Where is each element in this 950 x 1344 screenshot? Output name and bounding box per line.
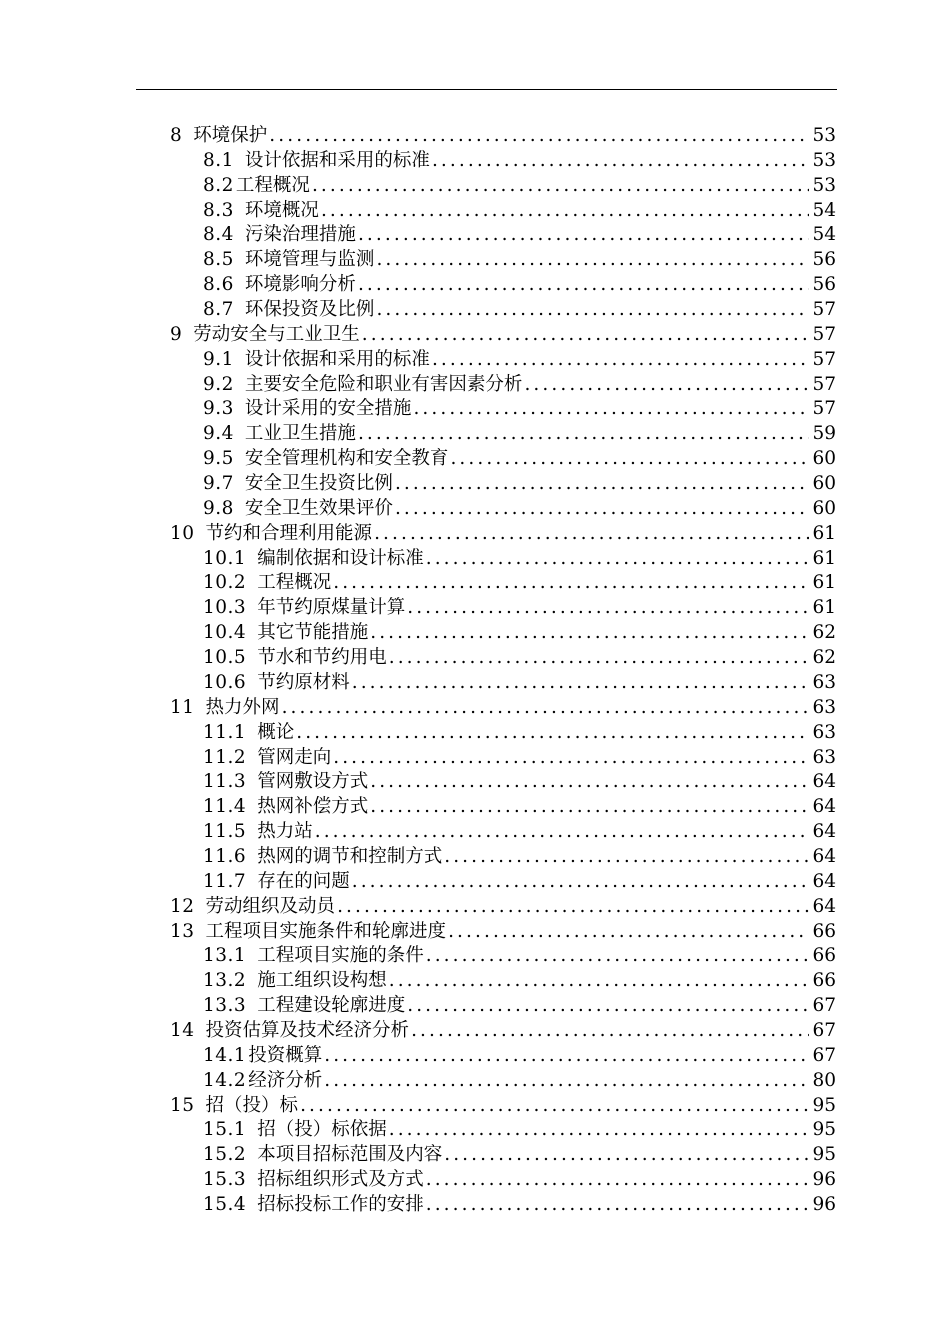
toc-entry-title: 热力外网 — [205, 696, 280, 718]
toc-entry-page: 62 — [812, 647, 836, 669]
toc-entry-title: 设计依据和采用的标准 — [244, 348, 430, 370]
toc-entry-number: 13.2 — [203, 970, 247, 992]
toc-entry[interactable] — [203, 447, 836, 471]
toc-entry-title: 安全卫生投资比例 — [244, 473, 393, 495]
toc-dot-leader — [395, 472, 810, 496]
toc-entry-page: 57 — [812, 348, 836, 370]
toc-entry-number: 8.4 — [203, 224, 234, 246]
toc-entry-number: 15.2 — [203, 1144, 247, 1166]
toc-entry-title: 热力站 — [257, 821, 313, 843]
toc-entry[interactable] — [203, 870, 836, 894]
toc-entry[interactable] — [203, 248, 836, 272]
toc-dot-leader — [358, 273, 810, 297]
toc-dot-leader — [426, 547, 810, 571]
toc-entry-number: 15.3 — [203, 1169, 247, 1191]
toc-entry[interactable] — [203, 273, 836, 297]
toc-entry-page: 67 — [812, 1019, 836, 1041]
toc-dot-leader — [374, 522, 809, 546]
toc-entry-number: 9.2 — [203, 373, 234, 395]
toc-entry-number: 9.5 — [203, 448, 234, 470]
toc-entry-title: 工程建设轮廓进度 — [257, 995, 406, 1017]
toc-dot-leader — [370, 770, 809, 794]
toc-dot-leader — [333, 746, 809, 770]
toc-entry-number: 11.6 — [203, 845, 247, 867]
toc-entry-title: 管网敷设方式 — [257, 771, 369, 793]
toc-entry[interactable] — [203, 199, 836, 223]
toc-entry[interactable] — [203, 746, 836, 770]
toc-entry[interactable] — [170, 895, 836, 919]
toc-dot-leader — [315, 820, 810, 844]
toc-dot-leader — [282, 696, 810, 720]
toc-entry-number: 9.1 — [203, 348, 234, 370]
toc-entry-page: 95 — [812, 1119, 836, 1141]
toc-dot-leader — [389, 1118, 810, 1142]
toc-entry-page: 64 — [812, 895, 836, 917]
toc-entry-title: 主要安全危险和职业有害因素分析 — [244, 373, 523, 395]
toc-entry[interactable] — [203, 547, 836, 571]
toc-entry-page: 96 — [812, 1193, 836, 1215]
toc-entry-number: 11.7 — [203, 870, 247, 892]
header-rule — [136, 89, 837, 90]
toc-entry-title: 施工组织设构想 — [257, 970, 387, 992]
toc-entry-page: 63 — [812, 721, 836, 743]
toc-entry-title: 节约原材料 — [257, 671, 350, 693]
toc-entry[interactable] — [203, 174, 836, 198]
toc-entry[interactable] — [203, 646, 836, 670]
toc-entry-title: 环境概况 — [244, 199, 319, 221]
toc-dot-leader — [358, 422, 810, 446]
toc-entry-number: 9 — [170, 323, 183, 345]
toc-entry-number: 9.8 — [203, 497, 234, 519]
toc-entry[interactable] — [203, 969, 836, 993]
toc-entry-title: 劳动安全与工业卫生 — [193, 323, 360, 345]
toc-entry-number: 8.7 — [203, 299, 234, 321]
toc-entry-page: 54 — [812, 224, 836, 246]
toc-entry-title: 其它节能措施 — [257, 622, 369, 644]
toc-entry-number: 8.2 — [203, 174, 234, 196]
toc-entry[interactable] — [203, 397, 836, 421]
toc-entry-title: 工程项目实施的条件 — [257, 945, 424, 967]
toc-entry-page: 66 — [812, 920, 836, 942]
toc-entry-title: 劳动组织及动员 — [205, 895, 336, 917]
toc-entry[interactable] — [203, 497, 836, 521]
toc-entry[interactable] — [203, 422, 836, 446]
toc-entry-title: 管网走向 — [257, 746, 332, 768]
toc-entry-title: 招标组织形式及方式 — [257, 1169, 424, 1191]
toc-entry-title: 热网补偿方式 — [257, 796, 369, 818]
toc-entry-number: 8 — [170, 125, 183, 146]
toc-entry-page: 64 — [812, 870, 836, 892]
toc-dot-leader — [389, 969, 810, 993]
toc-entry-title: 工程概况 — [257, 572, 332, 594]
toc-dot-leader — [524, 373, 809, 397]
toc-entry-title: 投资概算 — [248, 1044, 323, 1066]
toc-entry[interactable] — [170, 323, 836, 347]
toc-entry-number: 11.5 — [203, 821, 247, 843]
toc-entry-number: 10.2 — [203, 572, 247, 594]
toc-entry[interactable] — [203, 721, 836, 745]
toc-dot-leader — [411, 1019, 809, 1043]
toc-entry[interactable] — [203, 472, 836, 496]
toc-entry[interactable] — [203, 596, 836, 620]
toc-dot-leader — [352, 671, 810, 695]
toc-entry-number: 14.1 — [203, 1044, 247, 1066]
toc-entry[interactable] — [203, 820, 836, 844]
toc-entry-number: 9.7 — [203, 473, 234, 495]
toc-entry-title: 环境保护 — [193, 125, 268, 146]
toc-dot-leader — [426, 1168, 810, 1192]
toc-entry[interactable] — [203, 770, 836, 794]
toc-dot-leader — [426, 944, 810, 968]
toc-entry-title: 招（投）标依据 — [257, 1119, 387, 1141]
toc-entry-page: 96 — [812, 1169, 836, 1191]
toc-entry-title: 经济分析 — [248, 1069, 323, 1091]
toc-entry-page: 62 — [812, 622, 836, 644]
toc-dot-leader — [324, 1069, 809, 1093]
toc-entry-page: 61 — [812, 547, 836, 569]
toc-dot-leader — [296, 721, 809, 745]
toc-entry-page: 66 — [812, 945, 836, 967]
toc-entry[interactable] — [203, 944, 836, 968]
toc-entry-number: 8.3 — [203, 199, 234, 221]
toc-entry-number: 15.4 — [203, 1193, 247, 1215]
toc-entry[interactable] — [203, 1044, 836, 1068]
toc-dot-leader — [413, 397, 809, 421]
toc-entry[interactable] — [203, 1193, 836, 1217]
toc-dot-leader — [432, 149, 810, 173]
toc-entry-page: 64 — [812, 845, 836, 867]
toc-entry-title: 招（投）标 — [205, 1094, 299, 1116]
toc-entry-title: 工业卫生措施 — [244, 423, 356, 445]
toc-entry[interactable] — [203, 795, 836, 819]
toc-entry-number: 10 — [170, 522, 195, 544]
toc-entry-title: 概论 — [257, 721, 295, 743]
toc-entry-title: 年节约原煤量计算 — [257, 597, 406, 619]
toc-dot-leader — [333, 571, 809, 595]
toc-dot-leader — [269, 124, 809, 148]
toc-entry-number: 15 — [170, 1094, 195, 1116]
toc-entry[interactable] — [203, 1118, 836, 1142]
toc-entry-page: 66 — [812, 970, 836, 992]
toc-entry-title: 安全管理机构和安全教育 — [244, 448, 449, 470]
toc-entry-page: 57 — [812, 323, 836, 345]
toc-entry-title: 编制依据和设计标准 — [257, 547, 424, 569]
toc-entry[interactable] — [203, 621, 836, 645]
toc-entry-number: 8.6 — [203, 274, 234, 296]
toc-entry-title: 投资估算及技术经济分析 — [205, 1019, 410, 1041]
toc-entry-page: 60 — [812, 473, 836, 495]
toc-entry[interactable] — [170, 920, 836, 944]
toc-entry-number: 11.3 — [203, 771, 247, 793]
toc-entry-number: 9.3 — [203, 398, 234, 420]
toc-entry[interactable] — [203, 1069, 836, 1093]
toc-dot-leader — [444, 845, 809, 869]
toc-entry-title: 节约和合理利用能源 — [205, 522, 373, 544]
toc-entry-title: 污染治理措施 — [244, 224, 356, 246]
toc-dot-leader — [432, 348, 810, 372]
toc-entry-title: 安全卫生效果评价 — [244, 497, 393, 519]
toc-dot-leader — [358, 223, 810, 247]
toc-entry-page: 61 — [812, 597, 836, 619]
toc-entry-page: 57 — [812, 299, 836, 321]
toc-dot-leader — [426, 1193, 810, 1217]
toc-entry-number: 11.1 — [203, 721, 247, 743]
toc-entry[interactable] — [170, 124, 836, 148]
toc-entry-title: 环境影响分析 — [244, 274, 356, 296]
toc-dot-leader — [389, 646, 810, 670]
toc-entry-page: 64 — [812, 771, 836, 793]
toc-dot-leader — [370, 795, 809, 819]
toc-dot-leader — [370, 621, 809, 645]
toc-entry-number: 8.1 — [203, 149, 234, 171]
toc-entry-page: 63 — [812, 696, 836, 718]
toc-entry-title: 存在的问题 — [257, 870, 350, 892]
toc-entry[interactable] — [203, 1168, 836, 1192]
toc-entry-number: 13.3 — [203, 995, 247, 1017]
toc-entry[interactable] — [170, 1019, 836, 1043]
toc-entry-number: 15.1 — [203, 1119, 247, 1141]
toc-entry-number: 11.4 — [203, 796, 247, 818]
toc-entry-title: 环保投资及比例 — [244, 299, 375, 321]
toc-entry-number: 11.2 — [203, 746, 247, 768]
toc-entry[interactable] — [203, 994, 836, 1018]
toc-entry-page: 95 — [812, 1144, 836, 1166]
toc-entry-page: 67 — [812, 995, 836, 1017]
toc-entry-page: 53 — [812, 149, 836, 171]
toc-entry-title: 环境管理与监测 — [244, 249, 375, 271]
toc-entry-page: 57 — [812, 398, 836, 420]
toc-dot-leader — [337, 895, 809, 919]
toc-entry-page: 60 — [812, 497, 836, 519]
toc-dot-leader — [448, 920, 809, 944]
toc-entry-page: 61 — [812, 572, 836, 594]
toc-entry-number: 10.1 — [203, 547, 247, 569]
toc-entry-number: 8.5 — [203, 249, 234, 271]
toc-entry-title: 设计依据和采用的标准 — [244, 149, 430, 171]
toc-entry[interactable] — [170, 696, 836, 720]
toc-entry-number: 13.1 — [203, 945, 247, 967]
toc-entry-number: 14 — [170, 1019, 195, 1041]
toc-entry-page: 54 — [812, 199, 836, 221]
toc-dot-leader — [300, 1094, 809, 1118]
toc-entry[interactable] — [203, 671, 836, 695]
toc-entry-title: 节水和节约用电 — [257, 647, 387, 669]
toc-dot-leader — [395, 497, 810, 521]
toc-entry-number: 9.4 — [203, 423, 234, 445]
toc-entry[interactable] — [203, 1143, 836, 1167]
toc-dot-leader — [376, 248, 809, 272]
toc-entry-title: 招标投标工作的安排 — [257, 1193, 424, 1215]
toc-dot-leader — [324, 1044, 809, 1068]
toc-entry-number: 12 — [170, 895, 195, 917]
toc-entry-page: 95 — [812, 1094, 836, 1116]
toc-entry-page: 61 — [812, 522, 836, 544]
toc-entry[interactable] — [203, 223, 836, 247]
toc-entry-number: 10.4 — [203, 622, 247, 644]
toc-dot-leader — [376, 298, 809, 322]
toc-entry-title: 工程概况 — [235, 174, 310, 196]
toc-entry-page: 53 — [812, 174, 836, 196]
toc-entry[interactable] — [203, 348, 836, 372]
toc-entry[interactable] — [203, 845, 836, 869]
toc-entry-page: 53 — [812, 125, 836, 146]
toc-entry-page: 63 — [812, 671, 836, 693]
toc-entry[interactable] — [170, 1094, 836, 1118]
toc-entry[interactable] — [203, 149, 836, 173]
toc-entry[interactable] — [170, 522, 836, 546]
toc-entry-page: 60 — [812, 448, 836, 470]
toc-entry[interactable] — [203, 373, 836, 397]
toc-entry-title: 本项目招标范围及内容 — [257, 1144, 443, 1166]
toc-entry-number: 10.3 — [203, 597, 247, 619]
toc-entry-number: 11 — [170, 696, 195, 718]
toc-entry-number: 14.2 — [203, 1069, 247, 1091]
toc-entry-title: 设计采用的安全措施 — [244, 398, 412, 420]
toc-entry-page: 57 — [812, 373, 836, 395]
toc-dot-leader — [407, 994, 809, 1018]
toc-entry-page: 64 — [812, 796, 836, 818]
toc-dot-leader — [444, 1143, 809, 1167]
toc-entry-number: 13 — [170, 920, 195, 942]
toc-dot-leader — [407, 596, 809, 620]
toc-dot-leader — [321, 199, 810, 223]
toc-entry[interactable] — [203, 298, 836, 322]
toc-dot-leader — [312, 174, 810, 198]
toc-entry-page: 63 — [812, 746, 836, 768]
toc-dot-leader — [352, 870, 810, 894]
toc-entry-number: 10.6 — [203, 671, 247, 693]
toc-entry-number: 10.5 — [203, 647, 247, 669]
toc-dot-leader — [450, 447, 809, 471]
toc-dot-leader — [362, 323, 810, 347]
toc-entry-page: 67 — [812, 1044, 836, 1066]
toc-entry-page: 59 — [812, 423, 836, 445]
toc-entry-page: 80 — [812, 1069, 836, 1091]
toc-entry[interactable] — [203, 571, 836, 595]
toc-entry-page: 64 — [812, 821, 836, 843]
toc-entry-title: 热网的调节和控制方式 — [257, 845, 443, 867]
toc-entry-page: 56 — [812, 249, 836, 271]
toc-entry-title: 工程项目实施条件和轮廓进度 — [205, 920, 447, 942]
toc-entry-page: 56 — [812, 274, 836, 296]
